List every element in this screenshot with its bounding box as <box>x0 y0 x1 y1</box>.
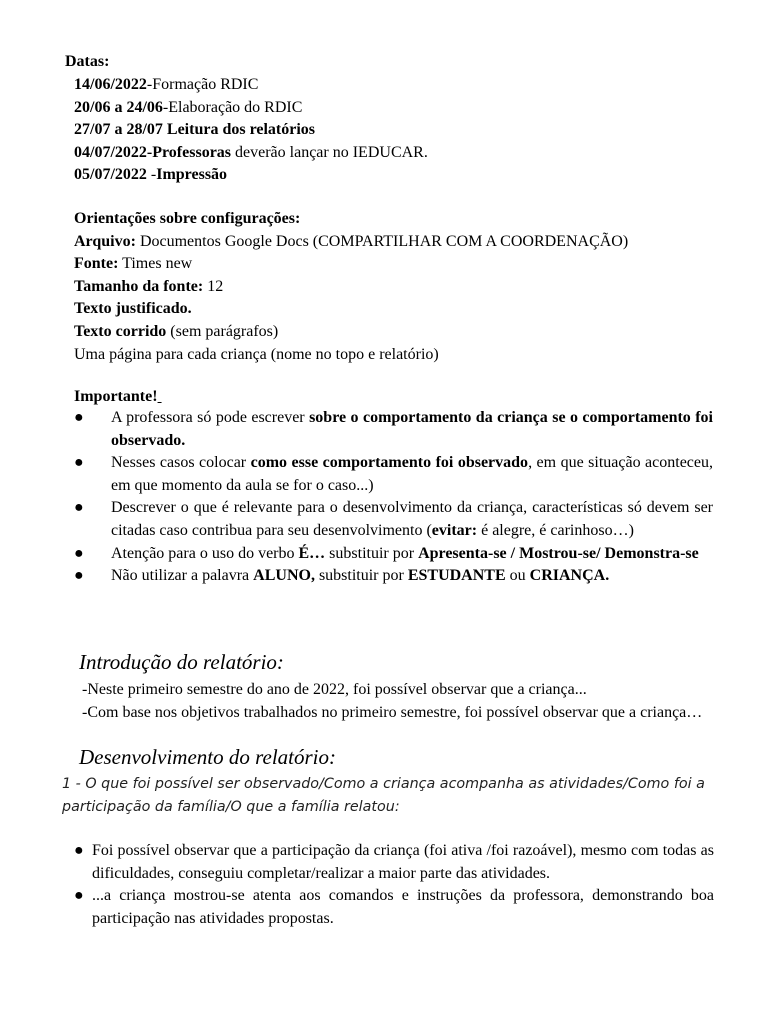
config-value: Documentos Google Docs (COMPARTILHAR COM A COORDENAÇÃO) <box>135 232 629 250</box>
config-row <box>74 321 628 344</box>
date-value: 05/07/2022 <box>74 166 147 184</box>
development-question: 1 - O que foi possível ser observado/Como a criança acompanha as atividades/Como foi a participação da família/O que a família relatou: <box>62 776 705 815</box>
bullet-icon: ● <box>74 499 84 517</box>
config-row <box>74 231 628 254</box>
bullet-icon: ● <box>74 409 84 426</box>
bullet-icon: ● <box>74 454 84 472</box>
list-item: ● Descrever o que é relevante para o desenvolvimento da criança, características só devem ser citadas caso contribua para seu desenvolvimento (evitar: é alegre, é carinhoso…) <box>74 499 713 539</box>
date-text: deverão lançar no IEDUCAR. <box>231 143 428 161</box>
list-item: ● Nesses casos colocar como esse comportamento foi observado, em que situação aconteceu, em que momento da aula se for o caso...) <box>74 454 714 494</box>
bullet-icon: ● <box>74 567 84 585</box>
list-item: ● Atenção para o uso do verbo É… substituir por Apresenta-se / Mostrou-se/ Demonstra-se <box>0 543 713 566</box>
config-section <box>74 208 628 366</box>
development-list <box>0 840 768 930</box>
date-text: -Formação RDIC <box>146 76 259 93</box>
intro-line: -Com base nos objetivos trabalhados no primeiro semestre, foi possível observar que a criança… <box>82 703 703 721</box>
config-label: Tamanho da fonte: <box>74 277 204 295</box>
config-label: Texto justificado. <box>74 300 192 318</box>
config-value: (sem parágrafos) <box>166 322 279 340</box>
config-row <box>74 253 628 276</box>
date-row <box>74 142 428 165</box>
config-value: 12 <box>203 277 224 295</box>
intro-text <box>62 679 714 724</box>
config-label: Fonte: <box>74 255 119 273</box>
date-value: 27/07 a 28/07 Leitura dos relatórios <box>74 121 316 139</box>
config-title: Orientações sobre configurações: <box>74 210 301 227</box>
development-heading: Desenvolvimento do relatório: <box>79 745 336 769</box>
intro-heading: Introdução do relatório: <box>79 650 284 674</box>
date-text: -Elaboração do RDIC <box>162 98 303 116</box>
date-row <box>74 97 428 120</box>
list-item: ● Foi possível observar que a participação da criança (foi ativa /foi razoável), mesmo com todas as dificuldades, conseguiu completar/realizar a maior parte das atividades. <box>74 842 714 882</box>
date-row <box>74 119 428 142</box>
bullet-icon: ● <box>74 842 84 859</box>
date-value: 04/07/2022-Professoras <box>74 143 232 161</box>
bullet-icon: ● <box>74 544 84 562</box>
date-row <box>74 164 428 187</box>
date-value: 20/06 a 24/06 <box>74 98 163 116</box>
date-row <box>74 74 428 97</box>
list-item: ● ...a criança mostrou-se atenta aos comandos e instruções da professora, demonstrando boa participação nas atividades propostas. <box>74 887 714 927</box>
config-label: Arquivo: <box>74 232 136 250</box>
bullet-icon: ● <box>74 887 84 905</box>
list-item: ● Não utilizar a palavra ALUNO, substituir por ESTUDANTE ou CRIANÇA. <box>0 565 713 588</box>
config-value: Times new <box>118 255 193 273</box>
list-item: ● A professora só pode escrever sobre o comportamento da criança se o comportamento foi observado. <box>74 409 714 449</box>
important-title: Importante! <box>74 388 158 405</box>
config-row <box>74 276 628 299</box>
date-text: - <box>146 166 157 184</box>
intro-line: -Neste primeiro semestre do ano de 2022, foi possível observar que a criança... <box>82 681 587 698</box>
config-row <box>74 298 628 321</box>
config-label: Texto corrido <box>74 322 167 340</box>
dates-title: Datas: <box>65 53 110 70</box>
date-tail: Impressão <box>156 166 228 184</box>
config-row <box>74 344 628 367</box>
date-value: 14/06/2022 <box>74 76 147 93</box>
dates-list <box>74 74 428 187</box>
config-value: Uma página para cada criança (nome no topo e relatório) <box>74 345 439 363</box>
important-list <box>0 407 768 588</box>
